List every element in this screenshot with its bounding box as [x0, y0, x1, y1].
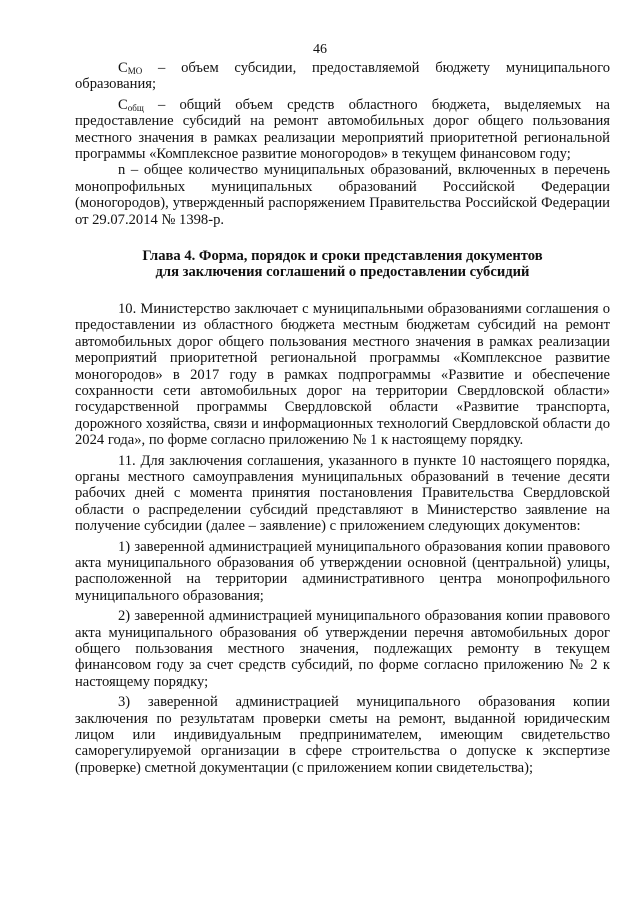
definition-n: n – общее количество муниципальных образований, включенных в перечень монопрофильных муниципальных образований Российской Федерации (моногородов), утвержденный распоряжением Правительства Российской Федерации от 29.07.2014 № 1398-р. [75, 162, 610, 228]
list-item-2: 2) заверенной администрацией муниципального образования копии правового акта муниципального образования об утверждении перечня автомобильных дорог общего пользования местного значения, подлежащих ремонту в текущем финансовом году за счет средств субсидий, по форме согласно приложению № 2 к настоящему порядку; [75, 608, 610, 690]
page-number: 46 [313, 42, 327, 57]
definition-cobsh [75, 97, 610, 163]
definition-cmo-text: – объем субсидии, предоставляемой бюджету муниципального образования; [75, 60, 611, 93]
symbol-cobsh: $С_{общ}$ [118, 96, 144, 113]
paragraph-10: 10. Министерство заключает с муниципальными образованиями соглашения о предоставлении из областного бюджета местным бюджетам субсидий на ремонт автомобильных дорог общего пользования местного значения в рамках реализации мероприятий приоритетной региональной программы «Комплексное развитие моногородов» в 2017 году в рамках подпрограммы «Развитие и обеспечение сохранности сети автомобильных дорог на территории Свердловской области» государственной программы Свердловской области «Развитие транспорта, дорожного хозяйства, связи и информационных технологий Свердловской области до 2024 года», по форме согласно приложению № 1 к настоящему порядку. [75, 300, 610, 449]
symbol-cmo: $С_{МО}$ [118, 60, 143, 76]
definition-cmo [75, 60, 610, 93]
chapter-heading-line-1: Глава 4. Форма, порядок и сроки представления документов [142, 248, 543, 265]
chapter-heading [75, 248, 610, 281]
page-content [75, 60, 610, 776]
list-item-3: 3) заверенной администрацией муниципального образования копии заключения по результатам проверки сметы на ремонт, выданной юридическим лицом или индивидуальным предпринимателем, имеющим свидетельство саморегулируемой организации в сфере строительства о допуске к экспертизе (проверке) сметной документации (с приложением копии свидетельства); [75, 694, 610, 776]
list-item-1: 1) заверенной администрацией муниципального образования копии правового акта муниципального образования об утверждении основной (центральной) улицы, расположенной на территории административного центра монопрофильного муниципального образования; [75, 538, 610, 604]
chapter-heading-line-2: для заключения соглашений о предоставлении субсидий [155, 264, 530, 281]
definition-cobsh-text: – общий объем средств областного бюджета, выделяемых на предоставление субсидий на ремонт автомобильных дорог общего пользования местного значения в рамках реализации мероприятий приоритетной региональной программы «Комплексное развитие моногородов» в текущем финансовом году; [75, 96, 610, 163]
paragraph-11: 11. Для заключения соглашения, указанного в пункте 10 настоящего порядка, органы местного самоуправления муниципальных образований в течение десяти рабочих дней с момента принятия постановления Правительства Свердловской области о распределении субсидий представляют в Министерство заявление на получение субсидии (далее – заявление) с приложением следующих документов: [75, 452, 610, 535]
